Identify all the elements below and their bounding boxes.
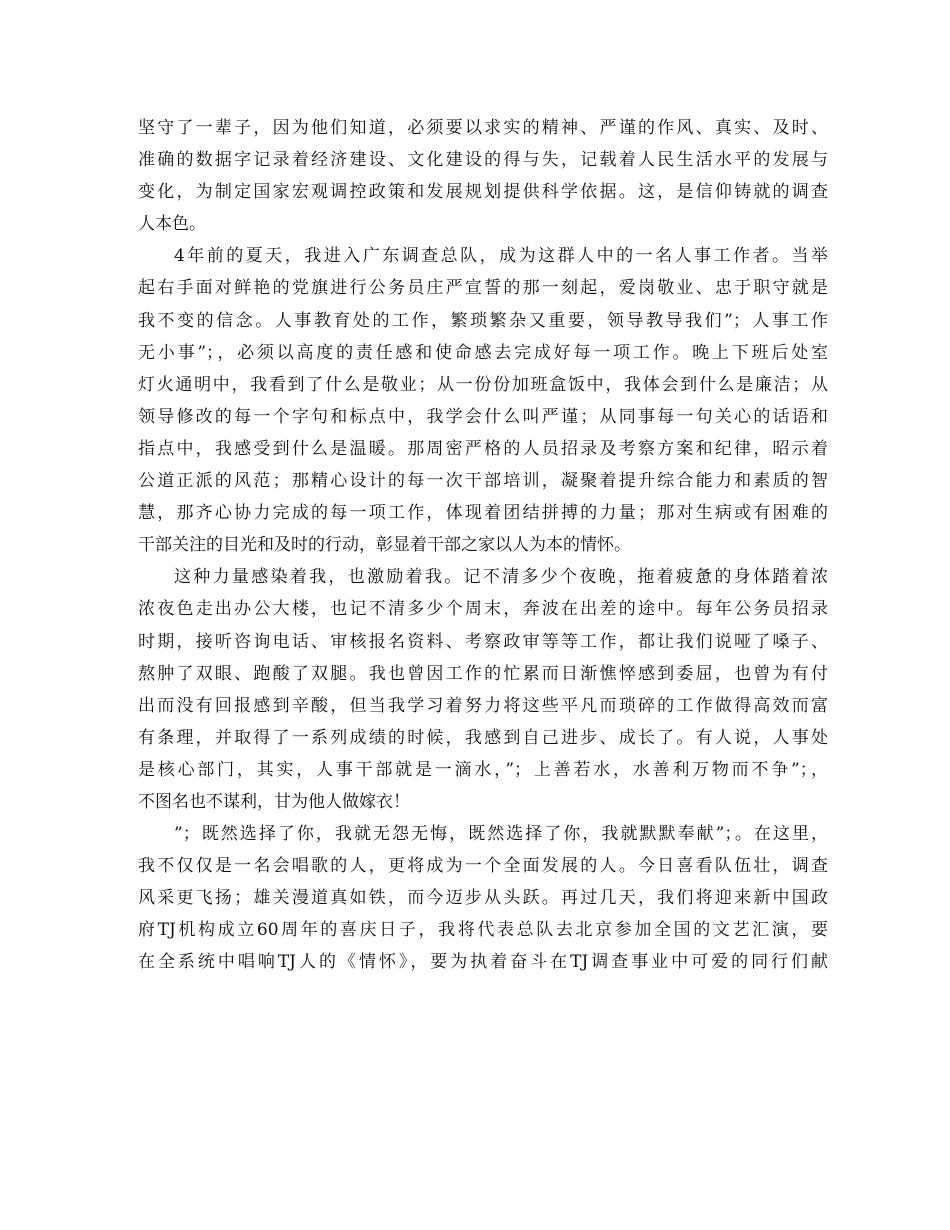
text-line: 人本色。 [138,214,206,235]
text-line: 出而没有回报感到辛酸，但当我学习着努力将这些平凡而琐碎的工作做得高效而富 [138,695,828,716]
text-line: 府TJ机构成立60周年的喜庆日子，我将代表总队去北京参加全国的文艺汇演，要 [138,920,828,941]
text-line: 4年前的夏天，我进入广东调查总队，成为这群人中的一名人事工作者。当举 [174,246,828,267]
text-line: 指点中，我感受到什么是温暖。那周密严格的人员招录及考察方案和纪律，昭示着 [138,438,828,459]
text-line: 公道正派的风范；那精心设计的每一次干部培训，凝聚着提升综合能力和素质的智 [138,471,828,492]
text-line: 慧，那齐心协力完成的每一项工作，体现着团结拼搏的力量；那对生病或有困难的 [138,503,828,524]
text-line: 我不仅仅是一名会唱歌的人，更将成为一个全面发展的人。今日喜看队伍壮，调查 [138,856,828,877]
text-line: 灯火通明中，我看到了什么是敬业；从一份份加班盒饭中，我体会到什么是廉洁；从 [138,374,828,395]
text-line: 我不变的信念。人事教育处的工作，繁琐繁杂又重要，领导教导我们”；人事工作 [138,310,828,331]
text-line: 有条理，并取得了一系列成绩的时候，我感到自己进步、成长了。有人说，人事处 [138,727,828,748]
text-line: 在全系统中唱响TJ人的《情怀》，要为执着奋斗在TJ调查事业中可爱的同行们献 [138,952,828,973]
text-line: 浓夜色走出办公大楼，也记不清多少个周末，奔波在出差的途中。每年公务员招录 [138,599,828,620]
text-line: 无小事”；，必须以高度的责任感和使命感去完成好每一项工作。晚上下班后处室 [138,342,828,363]
text-line: 熬肿了双眼、跑酸了双腿。我也曾因工作的忙累而日渐憔悴感到委屈，也曾为有付 [138,663,828,684]
paragraph-2 [138,240,828,561]
text-line: 领导修改的每一个字句和标点中，我学会什么叫严谨；从同事每一句关心的话语和 [138,406,828,427]
text-line: 是核心部门，其实，人事干部就是一滴水，”；上善若水，水善利万物而不争”；， [138,759,828,780]
text-line: 不图名也不谋利，甘为他人做嫁衣！ [138,791,410,812]
paragraph-4 [138,818,828,978]
text-line: 时期，接听咨询电话、审核报名资料、考察政审等等工作，都让我们说哑了嗓子、 [138,631,828,652]
text-line: ”；既然选择了你，我就无怨无悔，既然选择了你，我就默默奉献”；。在这里， [174,824,828,845]
text-line: 变化，为制定国家宏观调控政策和发展规划提供科学依据。这，是信仰铸就的调查 [138,182,828,203]
paragraph-3 [138,561,828,818]
paragraph-1 [138,112,828,240]
text-line: 这种力量感染着我，也激励着我。记不清多少个夜晚，拖着疲惫的身体踏着浓 [174,567,828,588]
text-line: 起右手面对鲜艳的党旗进行公务员庄严宣誓的那一刻起，爱岗敬业、忠于职守就是 [138,278,828,299]
text-line: 干部关注的目光和及时的行动，彰显着干部之家以人为本的情怀。 [138,535,631,556]
document-page [138,112,828,979]
text-line: 风采更飞扬；雄关漫道真如铁，而今迈步从头跃。再过几天，我们将迎来新中国政 [138,888,828,909]
text-line: 准确的数据字记录着经济建设、文化建设的得与失，记载着人民生活水平的发展与 [138,150,828,171]
text-line: 坚守了一辈子，因为他们知道，必须要以求实的精神、严谨的作风、真实、及时、 [138,118,828,138]
